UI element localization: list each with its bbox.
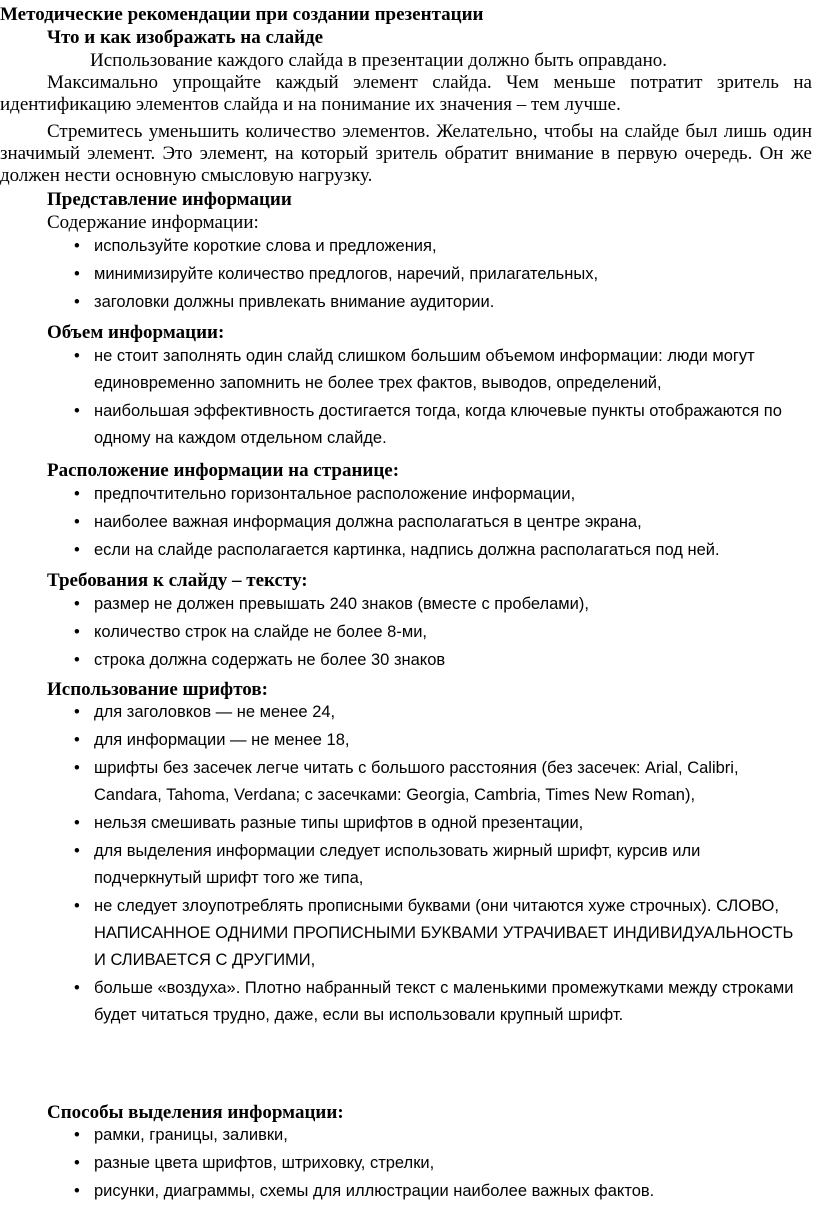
bullet-icon: • <box>74 979 80 997</box>
list-highlight <box>0 1122 812 1206</box>
heading-volume: Объем информации: <box>47 322 225 343</box>
document-title: Методические рекомендации при создании презентации <box>0 4 484 25</box>
content-label: Содержание информации: <box>47 212 259 233</box>
heading-slide-text: Требования к слайду – тексту: <box>47 570 308 591</box>
bullet-icon: • <box>74 265 80 283</box>
bullet-icon: • <box>74 814 80 832</box>
list-item: • для информации — не менее 18, <box>0 727 812 754</box>
list-item: • заголовки должны привлекать внимание аудитории. <box>0 289 812 316</box>
bullet-icon: • <box>74 541 80 559</box>
list-item: • рамки, границы, заливки, <box>0 1122 812 1149</box>
list-item: • количество строк на слайде не более 8-ми, <box>0 619 812 646</box>
list-item: • не стоит заполнять один слайд слишком большим объемом информации: люди могут единовременно запомнить не более трех фактов, выводов, определений, <box>0 343 812 397</box>
list-item: • наиболее важная информация должна располагаться в центре экрана, <box>0 509 812 536</box>
heading-layout: Расположение информации на странице: <box>47 460 400 481</box>
list-item: • не следует злоупотреблять прописными буквами (они читаются хуже строчных). СЛОВО, НАПИСАННОЕ ОДНИМИ ПРОПИСНЫМИ БУКВАМИ УТРАЧИВАЕТ ИНДИВИДУАЛЬНОСТЬ И СЛИВАЕТСЯ С ДРУГИМИ, <box>0 893 812 974</box>
heading-highlight: Способы выделения информации: <box>47 1102 344 1123</box>
list-slide-text <box>0 591 812 675</box>
bullet-icon: • <box>74 595 80 613</box>
bullet-icon: • <box>74 1154 80 1172</box>
list-volume <box>0 343 812 453</box>
list-item: • для заголовков — не менее 24, <box>0 699 812 726</box>
list-item: • предпочтительно горизонтальное расположение информации, <box>0 481 812 508</box>
bullet-icon: • <box>74 347 80 365</box>
bullet-icon: • <box>74 842 80 860</box>
list-item: • для выделения информации следует использовать жирный шрифт, курсив или подчеркнутый шрифт того же типа, <box>0 838 812 892</box>
bullet-icon: • <box>74 731 80 749</box>
paragraph-simplify: Максимально упрощайте каждый элемент слайда. Чем меньше потратит зритель на идентификацию элементов слайда и на понимание их значения – тем лучше. <box>0 72 812 115</box>
bullet-icon: • <box>74 1126 80 1144</box>
bullet-icon: • <box>74 1182 80 1200</box>
list-fonts <box>0 699 812 1030</box>
list-item: • шрифты без засечек легче читать с большого расстояния (без засечек: Arial, Calibri, Candara, Tahoma, Verdana; с засечками: Georgia, Cambria, Times New Roman), <box>0 755 812 809</box>
list-item: • разные цвета шрифтов, штриховку, стрелки, <box>0 1150 812 1177</box>
heading-representation: Представление информации <box>47 189 292 210</box>
bullet-icon: • <box>74 402 80 420</box>
list-item: • используйте короткие слова и предложения, <box>0 233 812 260</box>
list-item: • строка должна содержать не более 30 знаков <box>0 647 812 674</box>
bullet-icon: • <box>74 485 80 503</box>
heading-fonts: Использование шрифтов: <box>47 679 268 700</box>
bullet-icon: • <box>74 759 80 777</box>
bullet-icon: • <box>74 513 80 531</box>
bullet-icon: • <box>74 237 80 255</box>
paragraph-reduce-elements: Стремитесь уменьшить количество элементов. Желательно, чтобы на слайде был лишь один значимый элемент. Это элемент, на который зритель обратит внимание в первую очередь. Он же должен нести основную смысловую нагрузку. <box>0 121 812 186</box>
list-item: • если на слайде располагается картинка, надпись должна располагаться под ней. <box>0 537 812 564</box>
bullet-icon: • <box>74 293 80 311</box>
list-item: • наибольшая эффективность достигается тогда, когда ключевые пункты отображаются по одному на каждом отдельном слайде. <box>0 398 812 452</box>
list-item: • размер не должен превышать 240 знаков (вместе с пробелами), <box>0 591 812 618</box>
section-subtitle: Что и как изображать на слайде <box>47 27 324 48</box>
list-layout <box>0 481 812 565</box>
list-representation <box>0 233 812 317</box>
list-item: • минимизируйте количество предлогов, наречий, прилагательных, <box>0 261 812 288</box>
bullet-icon: • <box>74 897 80 915</box>
list-item: • рисунки, диаграммы, схемы для иллюстрации наиболее важных фактов. <box>0 1178 812 1205</box>
bullet-icon: • <box>74 703 80 721</box>
list-item: • нельзя смешивать разные типы шрифтов в одной презентации, <box>0 810 812 837</box>
list-item: • больше «воздуха». Плотно набранный текст с маленькими промежутками между строками будет читаться трудно, даже, если вы использовали крупный шрифт. <box>0 975 812 1029</box>
bullet-icon: • <box>74 651 80 669</box>
bullet-icon: • <box>74 623 80 641</box>
intro-line: Использование каждого слайда в презентации должно быть оправдано. <box>90 50 667 71</box>
